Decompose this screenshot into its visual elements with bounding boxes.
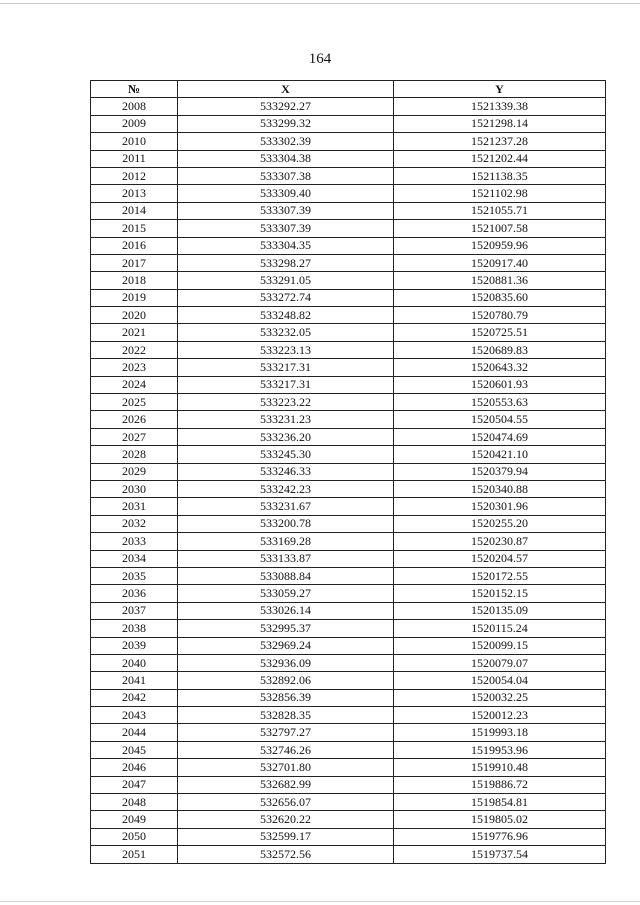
cell-number: 2041 bbox=[91, 672, 178, 689]
cell-y: 1520054.04 bbox=[394, 672, 606, 689]
cell-number: 2042 bbox=[91, 689, 178, 706]
table-row bbox=[91, 307, 606, 324]
cell-x: 532995.37 bbox=[178, 620, 394, 637]
cell-y: 1520379.94 bbox=[394, 463, 606, 480]
table-row bbox=[91, 515, 606, 532]
cell-number: 2012 bbox=[91, 167, 178, 184]
cell-x: 532892.06 bbox=[178, 672, 394, 689]
cell-number: 2018 bbox=[91, 272, 178, 289]
cell-y: 1519910.48 bbox=[394, 759, 606, 776]
cell-number: 2046 bbox=[91, 759, 178, 776]
column-header-number: № bbox=[91, 81, 178, 98]
table-row bbox=[91, 376, 606, 393]
cell-y: 1519805.02 bbox=[394, 811, 606, 828]
table-row bbox=[91, 115, 606, 132]
cell-y: 1521138.35 bbox=[394, 167, 606, 184]
cell-y: 1521339.38 bbox=[394, 98, 606, 115]
cell-x: 533231.23 bbox=[178, 411, 394, 428]
table-row bbox=[91, 602, 606, 619]
cell-number: 2027 bbox=[91, 428, 178, 445]
cell-y: 1521102.98 bbox=[394, 185, 606, 202]
cell-y: 1520959.96 bbox=[394, 237, 606, 254]
cell-x: 533059.27 bbox=[178, 585, 394, 602]
table-row bbox=[91, 202, 606, 219]
cell-x: 533307.39 bbox=[178, 202, 394, 219]
cell-number: 2051 bbox=[91, 846, 178, 863]
cell-y: 1520835.60 bbox=[394, 289, 606, 306]
cell-y: 1520689.83 bbox=[394, 341, 606, 358]
cell-number: 2044 bbox=[91, 724, 178, 741]
cell-x: 533217.31 bbox=[178, 359, 394, 376]
table-row bbox=[91, 359, 606, 376]
cell-x: 533223.13 bbox=[178, 341, 394, 358]
cell-number: 2032 bbox=[91, 515, 178, 532]
cell-y: 1520204.57 bbox=[394, 550, 606, 567]
cell-number: 2023 bbox=[91, 359, 178, 376]
cell-number: 2013 bbox=[91, 185, 178, 202]
table-row bbox=[91, 846, 606, 863]
cell-number: 2048 bbox=[91, 794, 178, 811]
cell-x: 533248.82 bbox=[178, 307, 394, 324]
table-row bbox=[91, 567, 606, 584]
cell-number: 2016 bbox=[91, 237, 178, 254]
cell-y: 1521055.71 bbox=[394, 202, 606, 219]
cell-x: 533231.67 bbox=[178, 498, 394, 515]
cell-y: 1520881.36 bbox=[394, 272, 606, 289]
cell-y: 1520553.63 bbox=[394, 394, 606, 411]
table-row bbox=[91, 237, 606, 254]
cell-x: 532572.56 bbox=[178, 846, 394, 863]
cell-y: 1521007.58 bbox=[394, 220, 606, 237]
cell-y: 1520135.09 bbox=[394, 602, 606, 619]
cell-x: 532936.09 bbox=[178, 654, 394, 671]
table-row bbox=[91, 185, 606, 202]
cell-number: 2017 bbox=[91, 254, 178, 271]
column-header-y: Y bbox=[394, 81, 606, 98]
cell-number: 2022 bbox=[91, 341, 178, 358]
table-row bbox=[91, 341, 606, 358]
table-header-row bbox=[91, 81, 606, 98]
cell-x: 532746.26 bbox=[178, 741, 394, 758]
cell-x: 532797.27 bbox=[178, 724, 394, 741]
cell-y: 1520340.88 bbox=[394, 480, 606, 497]
cell-number: 2026 bbox=[91, 411, 178, 428]
cell-y: 1520504.55 bbox=[394, 411, 606, 428]
table-row bbox=[91, 689, 606, 706]
cell-number: 2050 bbox=[91, 828, 178, 845]
cell-x: 532701.80 bbox=[178, 759, 394, 776]
cell-x: 533088.84 bbox=[178, 567, 394, 584]
cell-x: 533242.23 bbox=[178, 480, 394, 497]
cell-x: 533026.14 bbox=[178, 602, 394, 619]
cell-number: 2031 bbox=[91, 498, 178, 515]
table-row bbox=[91, 167, 606, 184]
cell-x: 533299.32 bbox=[178, 115, 394, 132]
cell-x: 533246.33 bbox=[178, 463, 394, 480]
cell-x: 533236.20 bbox=[178, 428, 394, 445]
cell-x: 533200.78 bbox=[178, 515, 394, 532]
cell-x: 532828.35 bbox=[178, 707, 394, 724]
table-row bbox=[91, 254, 606, 271]
cell-x: 532856.39 bbox=[178, 689, 394, 706]
cell-y: 1519854.81 bbox=[394, 794, 606, 811]
cell-x: 533169.28 bbox=[178, 533, 394, 550]
cell-y: 1520079.07 bbox=[394, 654, 606, 671]
scan-edge-top bbox=[0, 3, 640, 4]
cell-x: 533304.35 bbox=[178, 237, 394, 254]
table-row bbox=[91, 411, 606, 428]
table-row bbox=[91, 550, 606, 567]
cell-y: 1521298.14 bbox=[394, 115, 606, 132]
cell-x: 533309.40 bbox=[178, 185, 394, 202]
table-row bbox=[91, 724, 606, 741]
cell-number: 2010 bbox=[91, 133, 178, 150]
cell-number: 2008 bbox=[91, 98, 178, 115]
cell-number: 2011 bbox=[91, 150, 178, 167]
table-row bbox=[91, 446, 606, 463]
cell-x: 533291.05 bbox=[178, 272, 394, 289]
cell-y: 1520725.51 bbox=[394, 324, 606, 341]
cell-y: 1519886.72 bbox=[394, 776, 606, 793]
table-row bbox=[91, 272, 606, 289]
cell-x: 533217.31 bbox=[178, 376, 394, 393]
table-row bbox=[91, 463, 606, 480]
table-row bbox=[91, 794, 606, 811]
cell-number: 2028 bbox=[91, 446, 178, 463]
cell-x: 533307.39 bbox=[178, 220, 394, 237]
cell-number: 2021 bbox=[91, 324, 178, 341]
table-row bbox=[91, 672, 606, 689]
cell-number: 2047 bbox=[91, 776, 178, 793]
cell-x: 532620.22 bbox=[178, 811, 394, 828]
cell-number: 2034 bbox=[91, 550, 178, 567]
cell-y: 1519737.54 bbox=[394, 846, 606, 863]
table-row bbox=[91, 759, 606, 776]
cell-y: 1520172.55 bbox=[394, 567, 606, 584]
cell-x: 532599.17 bbox=[178, 828, 394, 845]
cell-x: 533292.27 bbox=[178, 98, 394, 115]
cell-y: 1520152.15 bbox=[394, 585, 606, 602]
cell-number: 2040 bbox=[91, 654, 178, 671]
cell-y: 1520301.96 bbox=[394, 498, 606, 515]
page-number: 164 bbox=[308, 51, 332, 67]
cell-y: 1520115.24 bbox=[394, 620, 606, 637]
coordinates-table bbox=[90, 80, 606, 864]
table-row bbox=[91, 394, 606, 411]
cell-number: 2020 bbox=[91, 307, 178, 324]
table-row bbox=[91, 498, 606, 515]
cell-number: 2033 bbox=[91, 533, 178, 550]
cell-x: 533302.39 bbox=[178, 133, 394, 150]
cell-number: 2036 bbox=[91, 585, 178, 602]
table-row bbox=[91, 98, 606, 115]
table-row bbox=[91, 654, 606, 671]
cell-y: 1520474.69 bbox=[394, 428, 606, 445]
cell-y: 1520601.93 bbox=[394, 376, 606, 393]
cell-x: 533133.87 bbox=[178, 550, 394, 567]
cell-y: 1520099.15 bbox=[394, 637, 606, 654]
table-row bbox=[91, 620, 606, 637]
table-row bbox=[91, 533, 606, 550]
cell-y: 1520230.87 bbox=[394, 533, 606, 550]
cell-y: 1520643.32 bbox=[394, 359, 606, 376]
cell-x: 533304.38 bbox=[178, 150, 394, 167]
cell-x: 532969.24 bbox=[178, 637, 394, 654]
cell-number: 2049 bbox=[91, 811, 178, 828]
cell-x: 533298.27 bbox=[178, 254, 394, 271]
table-row bbox=[91, 828, 606, 845]
cell-number: 2035 bbox=[91, 567, 178, 584]
cell-x: 533223.22 bbox=[178, 394, 394, 411]
cell-number: 2043 bbox=[91, 707, 178, 724]
scan-edge-bottom bbox=[0, 901, 640, 902]
table-body bbox=[91, 98, 606, 863]
table-row bbox=[91, 707, 606, 724]
table-row bbox=[91, 776, 606, 793]
cell-number: 2029 bbox=[91, 463, 178, 480]
cell-number: 2030 bbox=[91, 480, 178, 497]
cell-number: 2019 bbox=[91, 289, 178, 306]
cell-x: 533232.05 bbox=[178, 324, 394, 341]
cell-x: 533307.38 bbox=[178, 167, 394, 184]
cell-number: 2037 bbox=[91, 602, 178, 619]
cell-x: 533272.74 bbox=[178, 289, 394, 306]
cell-y: 1519953.96 bbox=[394, 741, 606, 758]
cell-y: 1520032.25 bbox=[394, 689, 606, 706]
table-row bbox=[91, 585, 606, 602]
cell-y: 1519993.18 bbox=[394, 724, 606, 741]
cell-number: 2025 bbox=[91, 394, 178, 411]
table-row bbox=[91, 811, 606, 828]
cell-x: 532682.99 bbox=[178, 776, 394, 793]
cell-number: 2014 bbox=[91, 202, 178, 219]
table-row bbox=[91, 428, 606, 445]
table-row bbox=[91, 133, 606, 150]
table-row bbox=[91, 324, 606, 341]
cell-y: 1520421.10 bbox=[394, 446, 606, 463]
table-row bbox=[91, 150, 606, 167]
cell-y: 1520255.20 bbox=[394, 515, 606, 532]
cell-number: 2045 bbox=[91, 741, 178, 758]
cell-y: 1521202.44 bbox=[394, 150, 606, 167]
cell-x: 532656.07 bbox=[178, 794, 394, 811]
table-row bbox=[91, 480, 606, 497]
table-row bbox=[91, 220, 606, 237]
cell-x: 533245.30 bbox=[178, 446, 394, 463]
table-row bbox=[91, 289, 606, 306]
cell-number: 2038 bbox=[91, 620, 178, 637]
cell-number: 2015 bbox=[91, 220, 178, 237]
cell-number: 2039 bbox=[91, 637, 178, 654]
cell-number: 2024 bbox=[91, 376, 178, 393]
cell-y: 1521237.28 bbox=[394, 133, 606, 150]
table-row bbox=[91, 741, 606, 758]
cell-y: 1519776.96 bbox=[394, 828, 606, 845]
cell-y: 1520012.23 bbox=[394, 707, 606, 724]
cell-y: 1520917.40 bbox=[394, 254, 606, 271]
cell-y: 1520780.79 bbox=[394, 307, 606, 324]
table-row bbox=[91, 637, 606, 654]
column-header-x: X bbox=[178, 81, 394, 98]
cell-number: 2009 bbox=[91, 115, 178, 132]
